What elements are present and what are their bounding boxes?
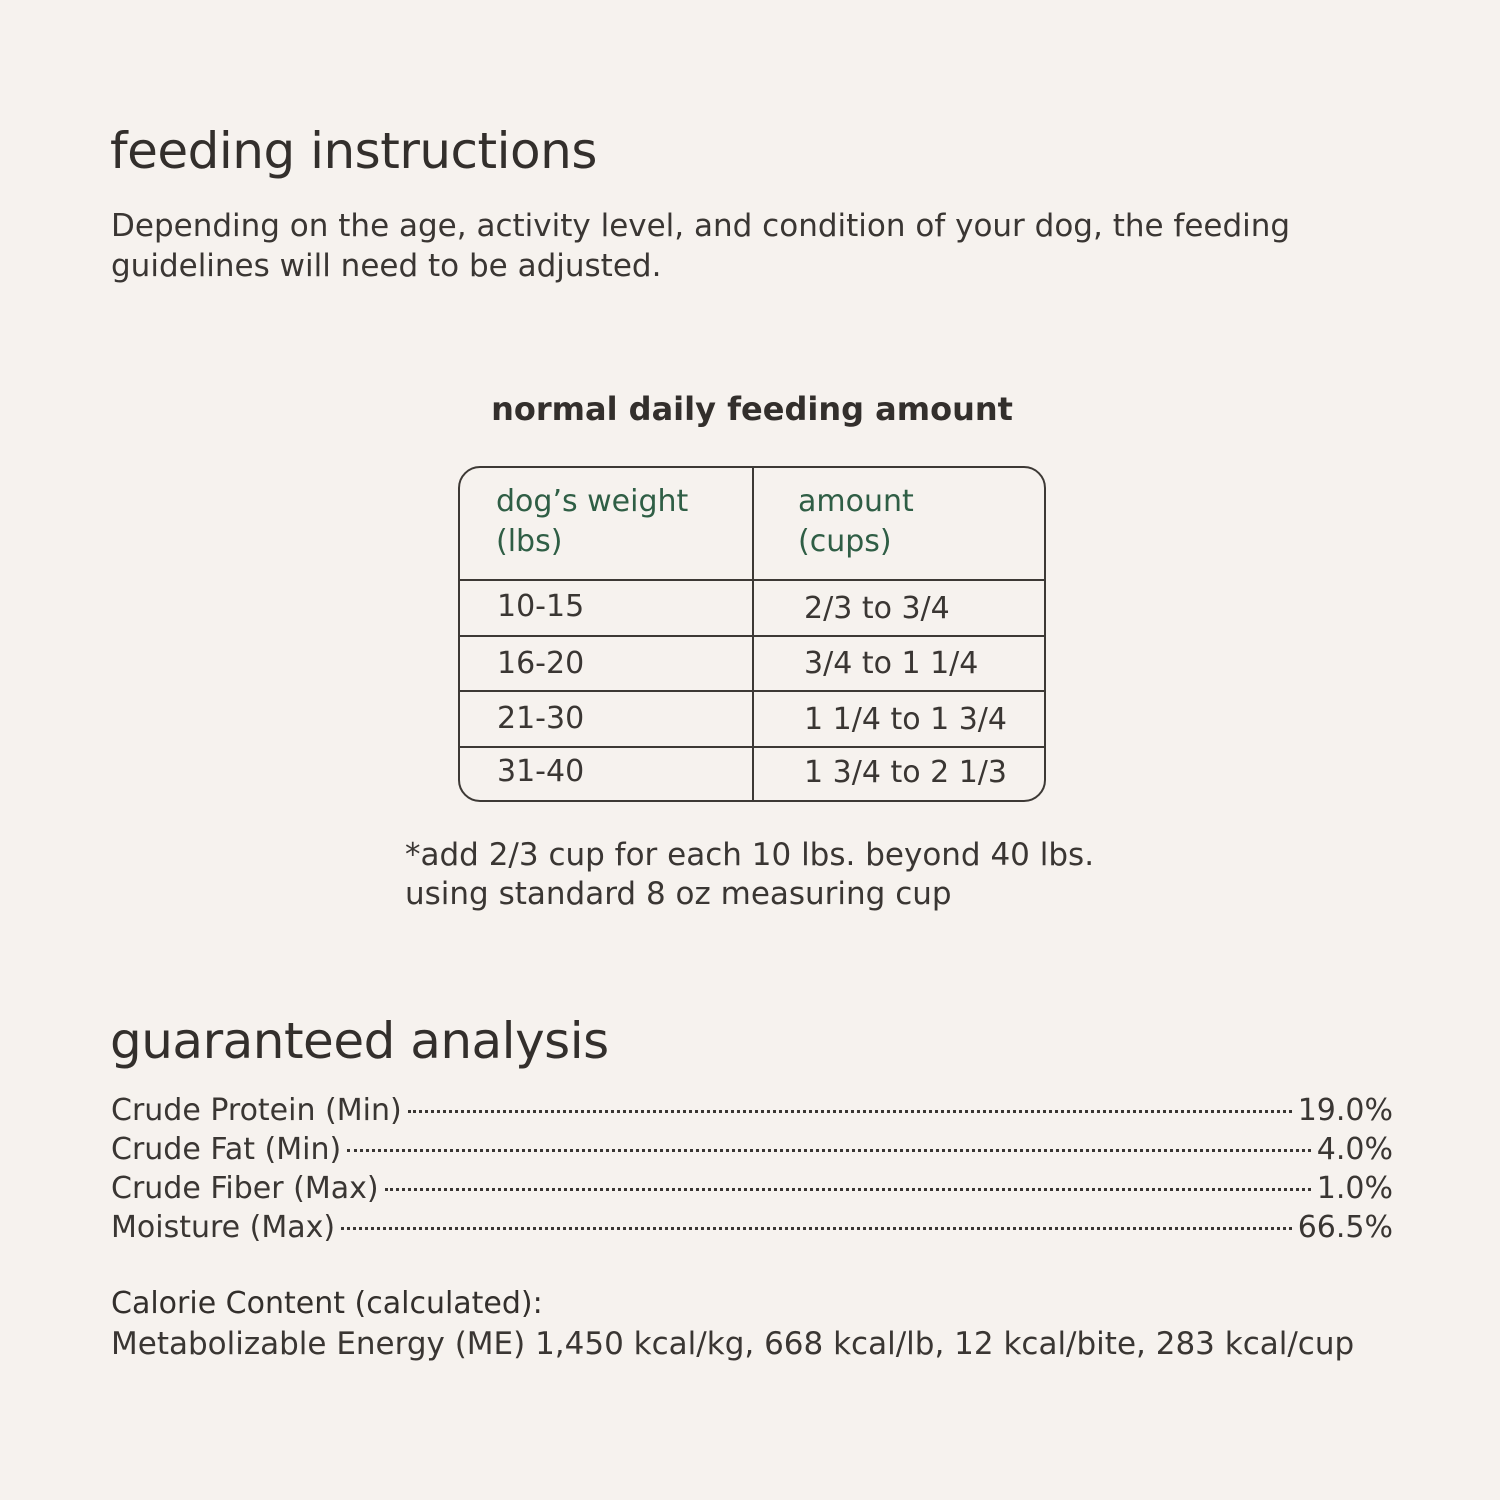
- analysis-value: 4.0%: [1316, 1132, 1393, 1167]
- analysis-label: Crude Fiber (Max): [111, 1171, 379, 1206]
- table-row-divider: [460, 635, 1044, 637]
- analysis-list: [111, 1091, 1393, 1247]
- dot-leader: [347, 1149, 1311, 1152]
- feeding-table: [458, 466, 1046, 802]
- analysis-value: 1.0%: [1316, 1171, 1393, 1206]
- footnote-line: *add 2/3 cup for each 10 lbs. beyond 40 lbs.: [405, 837, 1095, 873]
- analysis-label: Crude Protein (Min): [111, 1093, 402, 1128]
- analysis-row: [111, 1091, 1393, 1130]
- table-cell-amount: 1 1/4 to 1 3/4: [804, 702, 1007, 737]
- column-header-amount: [798, 482, 914, 562]
- calorie-content-text: Metabolizable Energy (ME) 1,450 kcal/kg, 668 kcal/lb, 12 kcal/bite, 283 kcal/cup: [111, 1326, 1355, 1362]
- table-row-divider: [460, 690, 1044, 692]
- analysis-value: 66.5%: [1297, 1210, 1393, 1245]
- column-header-unit: (lbs): [496, 524, 563, 559]
- analysis-value: 19.0%: [1297, 1093, 1393, 1128]
- guaranteed-analysis-heading: guaranteed analysis: [110, 1012, 609, 1070]
- table-row-divider: [460, 579, 1044, 581]
- feeding-intro-text: Depending on the age, activity level, and condition of your dog, the feeding guidelines will need to be adjusted.: [111, 208, 1291, 284]
- table-column-divider: [752, 468, 754, 800]
- analysis-row: [111, 1130, 1393, 1169]
- dot-leader: [408, 1110, 1292, 1113]
- analysis-label: Moisture (Max): [111, 1210, 336, 1245]
- analysis-row: [111, 1208, 1393, 1247]
- analysis-row: [111, 1169, 1393, 1208]
- table-cell-weight: 21-30: [497, 701, 585, 736]
- table-cell-weight: 10-15: [497, 589, 585, 624]
- table-row-divider: [460, 746, 1044, 748]
- column-header-label: amount: [798, 484, 914, 519]
- feeding-footnote: [405, 836, 1094, 914]
- column-header-weight: [496, 482, 688, 562]
- dot-leader: [341, 1227, 1292, 1230]
- analysis-label: Crude Fat (Min): [111, 1132, 342, 1167]
- feeding-table-title: normal daily feeding amount: [491, 390, 1013, 428]
- calorie-content-title: Calorie Content (calculated):: [111, 1286, 543, 1321]
- table-cell-amount: 3/4 to 1 1/4: [804, 646, 979, 681]
- table-cell-amount: 2/3 to 3/4: [804, 591, 950, 626]
- column-header-unit: (cups): [798, 524, 892, 559]
- table-cell-weight: 31-40: [497, 754, 585, 789]
- footnote-line: using standard 8 oz measuring cup: [405, 876, 952, 912]
- table-cell-weight: 16-20: [497, 646, 585, 681]
- feeding-instructions-heading: feeding instructions: [110, 122, 597, 180]
- table-cell-amount: 1 3/4 to 2 1/3: [804, 755, 1007, 790]
- dot-leader: [385, 1188, 1311, 1191]
- column-header-label: dog’s weight: [496, 484, 689, 519]
